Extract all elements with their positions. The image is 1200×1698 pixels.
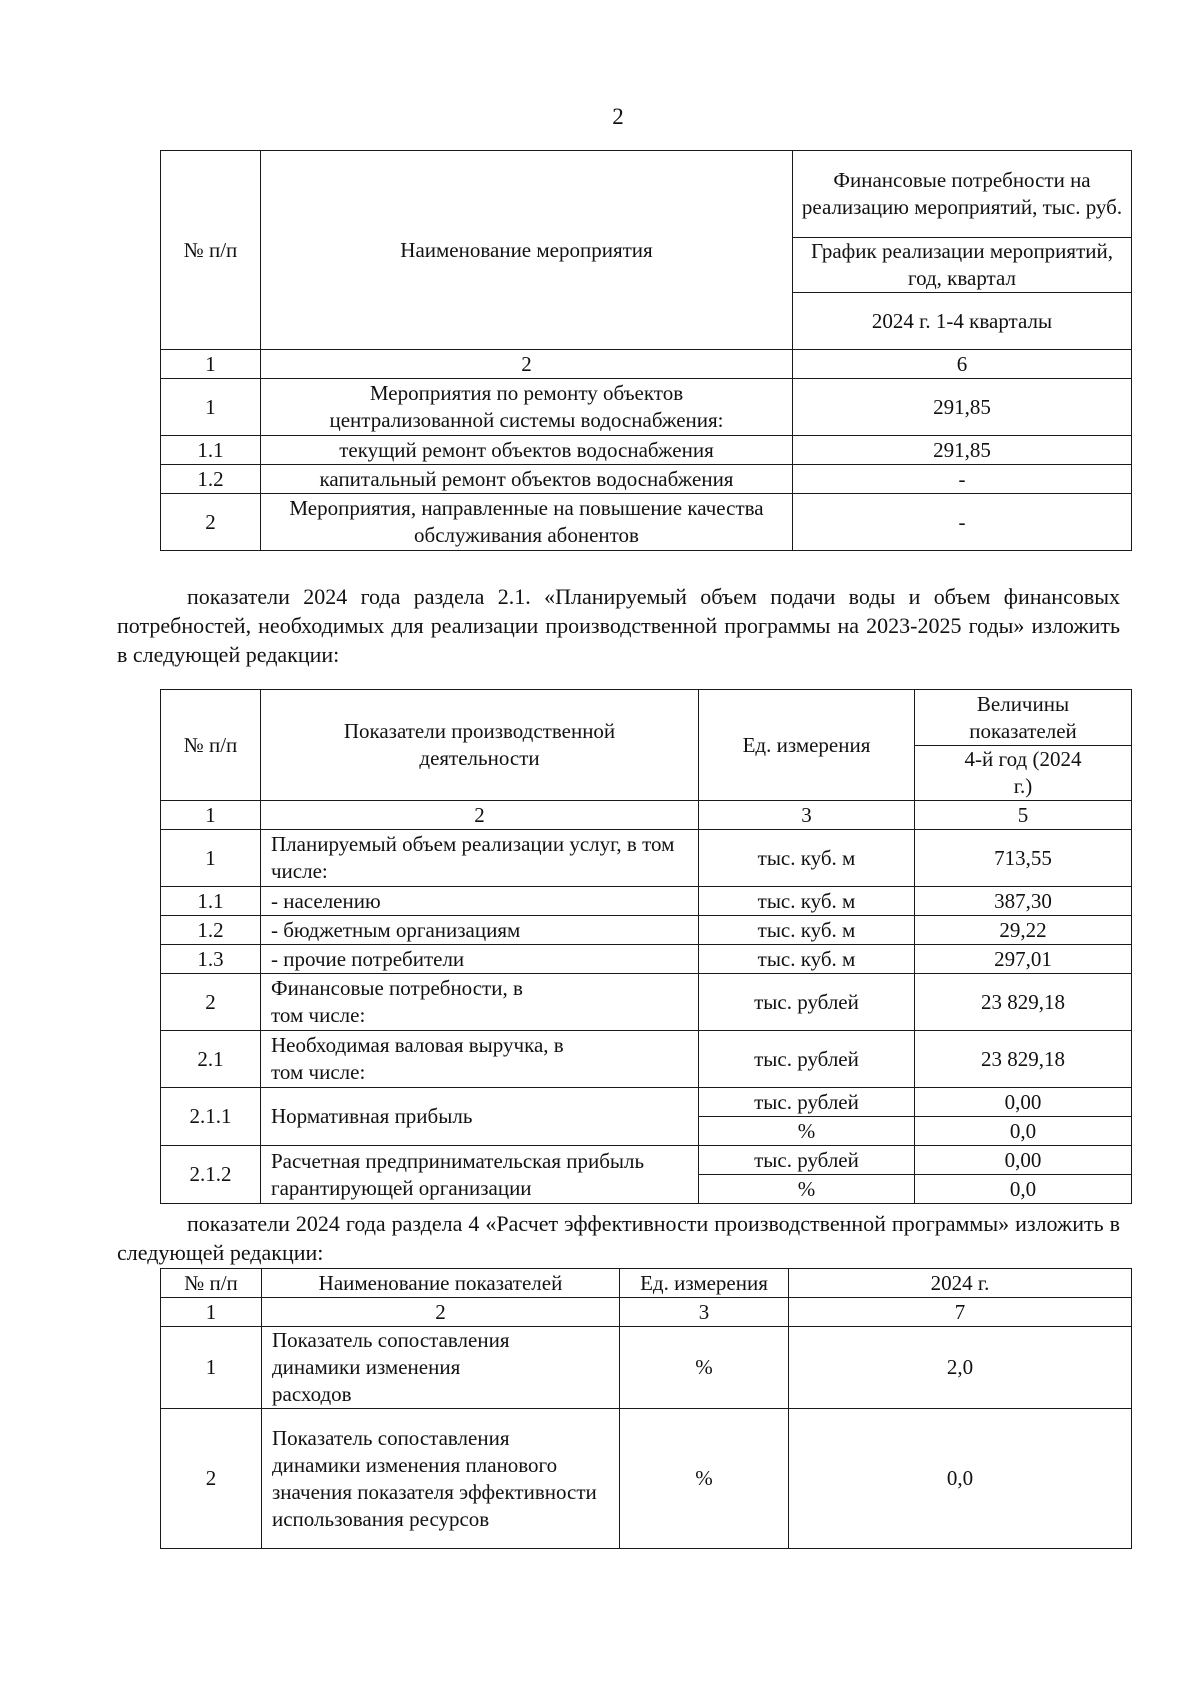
col-number: 6	[793, 350, 1132, 379]
row-unit: тыс. рублей	[699, 1031, 915, 1088]
row-num: 2.1.2	[161, 1146, 261, 1204]
row-name: Нормативная прибыль	[261, 1088, 699, 1146]
row-name: Показатель сопоставления динамики изменения расходов	[262, 1327, 620, 1409]
table-row	[161, 830, 1132, 887]
row-num: 1	[161, 1327, 262, 1409]
row-name: Финансовые потребности, в том числе:	[261, 974, 699, 1031]
paragraph-section-4	[117, 1209, 1120, 1267]
row-value: 2,0	[789, 1327, 1132, 1409]
col-number: 2	[262, 1298, 620, 1327]
row-num: 1	[161, 830, 261, 887]
row-num: 2	[161, 974, 261, 1031]
row-num: 2	[161, 1409, 262, 1549]
row-num: 2	[161, 494, 261, 551]
table-row	[161, 494, 1132, 551]
header-num: № п/п	[161, 1269, 262, 1298]
row-value: 23 829,18	[915, 974, 1132, 1031]
header-values: Величины показателей	[915, 690, 1132, 746]
row-name: Необходимая валовая выручка, в том числе:	[261, 1031, 699, 1088]
row-name: Расчетная предпринимательская прибыль гарантирующей организации	[261, 1146, 699, 1204]
table-row	[161, 887, 1132, 916]
col-number: 5	[915, 801, 1132, 830]
table-row	[161, 379, 1132, 436]
row-name: - прочие потребители	[261, 945, 699, 974]
row-unit: %	[620, 1327, 789, 1409]
row-unit: тыс. куб. м	[699, 916, 915, 945]
table-row	[161, 945, 1132, 974]
row-unit: %	[699, 1117, 915, 1146]
table-row	[161, 1088, 1132, 1117]
row-value: 291,85	[793, 379, 1132, 436]
row-num: 2.1	[161, 1031, 261, 1088]
table-row	[161, 1031, 1132, 1088]
col-number: 2	[261, 350, 793, 379]
row-name: текущий ремонт объектов водоснабжения	[261, 436, 793, 465]
row-name: Мероприятия по ремонту объектов централизованной системы водоснабжения:	[261, 379, 793, 436]
row-name: - населению	[261, 887, 699, 916]
col-number: 1	[161, 801, 261, 830]
col-number: 1	[161, 350, 261, 379]
row-unit: тыс. куб. м	[699, 945, 915, 974]
row-value: 291,85	[793, 436, 1132, 465]
col-number: 3	[620, 1298, 789, 1327]
row-name: - бюджетным организациям	[261, 916, 699, 945]
row-value: 0,0	[915, 1117, 1132, 1146]
row-name: капитальный ремонт объектов водоснабжения	[261, 465, 793, 494]
table-row	[161, 1409, 1132, 1549]
table-row	[161, 916, 1132, 945]
row-num: 1	[161, 379, 261, 436]
row-num: 1.1	[161, 887, 261, 916]
row-value: 713,55	[915, 830, 1132, 887]
header-year: 4-й год (2024 г.)	[915, 746, 1132, 801]
row-unit: тыс. рублей	[699, 974, 915, 1031]
activities-table	[160, 150, 1132, 551]
col-number: 3	[699, 801, 915, 830]
row-value: 29,22	[915, 916, 1132, 945]
row-unit: тыс. рублей	[699, 1088, 915, 1117]
row-unit: %	[699, 1175, 915, 1204]
row-unit: тыс. рублей	[699, 1146, 915, 1175]
row-name: Показатель сопоставления динамики изменения планового значения показателя эффективности использования ресурсов	[262, 1409, 620, 1549]
row-value: 0,00	[915, 1088, 1132, 1117]
page-number: 2	[612, 104, 624, 129]
row-name: Планируемый объем реализации услуг, в том числе:	[261, 830, 699, 887]
header-num: № п/п	[161, 151, 261, 350]
row-unit: %	[620, 1409, 789, 1549]
header-unit: Ед. измерения	[699, 690, 915, 801]
header-unit: Ед. измерения	[620, 1269, 789, 1298]
row-value: -	[793, 494, 1132, 551]
table-row	[161, 1146, 1132, 1175]
efficiency-table	[160, 1268, 1132, 1549]
row-value: 297,01	[915, 945, 1132, 974]
header-period: 2024 г. 1-4 кварталы	[793, 293, 1132, 350]
row-num: 1.2	[161, 465, 261, 494]
row-value: 0,0	[789, 1409, 1132, 1549]
table-row	[161, 974, 1132, 1031]
paragraph-text: показатели 2024 года раздела 4 «Расчет эффективности производственной программы» изложить в следующей редакции:	[117, 1211, 1120, 1265]
header-schedule: График реализации мероприятий, год, квартал	[793, 238, 1132, 293]
row-value: 0,00	[915, 1146, 1132, 1175]
header-finance: Финансовые потребности на реализацию мероприятий, тыс. руб.	[793, 151, 1132, 238]
col-number: 1	[161, 1298, 262, 1327]
header-num: № п/п	[161, 690, 261, 801]
header-name: Наименование показателей	[262, 1269, 620, 1298]
header-year: 2024 г.	[789, 1269, 1132, 1298]
table-row	[161, 1327, 1132, 1409]
row-value: 23 829,18	[915, 1031, 1132, 1088]
col-number: 2	[261, 801, 699, 830]
row-num: 1.3	[161, 945, 261, 974]
row-num: 1.2	[161, 916, 261, 945]
table-row	[161, 436, 1132, 465]
production-indicators-table	[160, 689, 1132, 1204]
row-value: 0,0	[915, 1175, 1132, 1204]
paragraph-section-2-1	[117, 582, 1120, 669]
header-indicator: Показатели производственной деятельности	[261, 690, 699, 801]
row-unit: тыс. куб. м	[699, 830, 915, 887]
row-name: Мероприятия, направленные на повышение качества обслуживания абонентов	[261, 494, 793, 551]
row-unit: тыс. куб. м	[699, 887, 915, 916]
col-number: 7	[789, 1298, 1132, 1327]
header-name: Наименование мероприятия	[261, 151, 793, 350]
row-value: 387,30	[915, 887, 1132, 916]
row-num: 2.1.1	[161, 1088, 261, 1146]
row-value: -	[793, 465, 1132, 494]
row-num: 1.1	[161, 436, 261, 465]
table-row	[161, 465, 1132, 494]
paragraph-text: показатели 2024 года раздела 2.1. «Планируемый объем подачи воды и объем финансовых потребностей, необходимых для реализации производственной программы на 2023-2025 годы» изложить в следующей редакции:	[117, 584, 1120, 667]
